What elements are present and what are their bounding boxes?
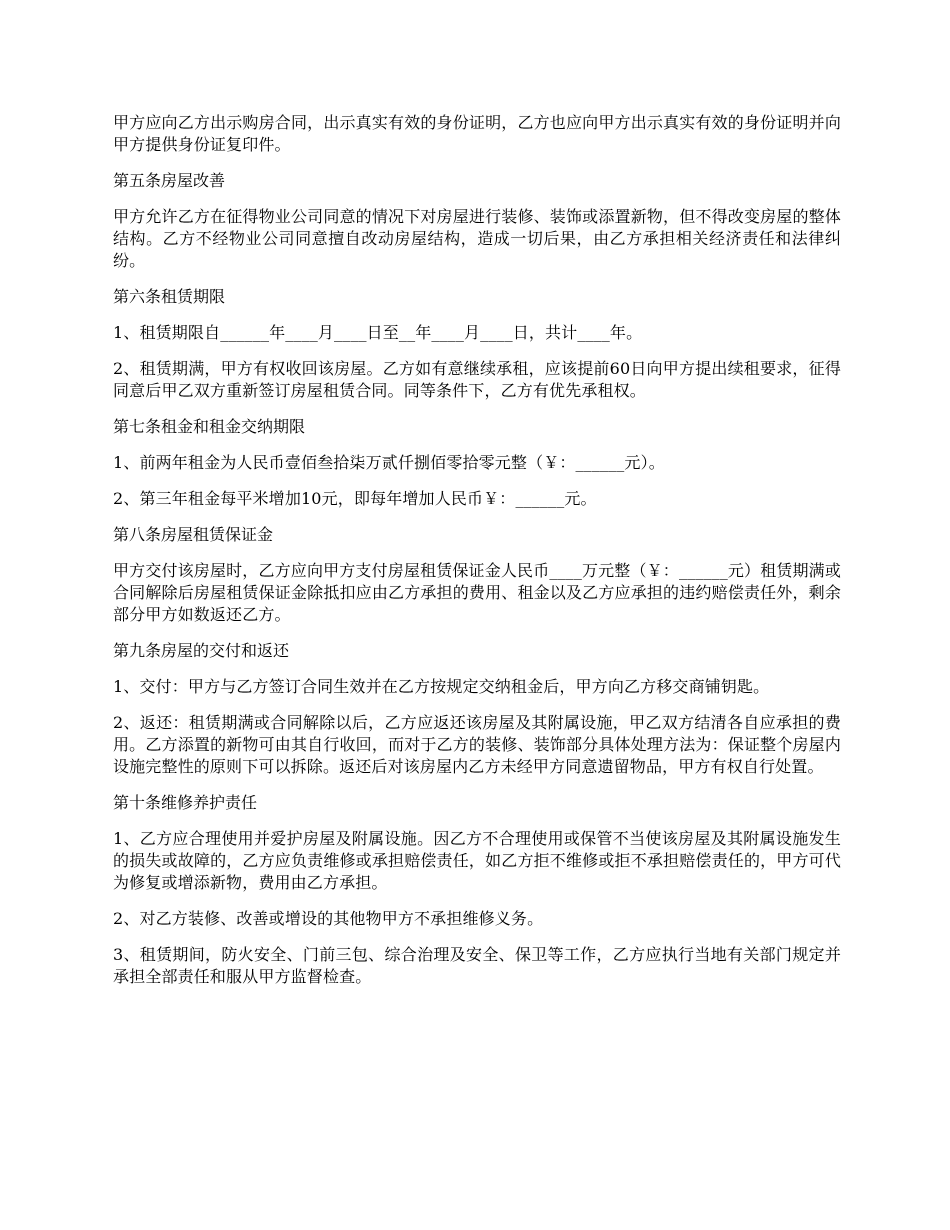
section-heading: 第五条房屋改善 (113, 171, 226, 190)
body-paragraph: 甲方应向乙方出示购房合同，出示真实有效的身份证明，乙方也应向甲方出示真实有效的身份证明并向甲方提供身份证复印件。 (113, 113, 841, 154)
section-heading: 第九条房屋的交付和返还 (113, 641, 290, 660)
document-page (113, 112, 841, 1002)
body-paragraph: 1、租赁期限自______年____月____日至__年____月____日，共计____年。 (113, 323, 643, 342)
body-paragraph: 2、第三年租金每平米增加10元，即每年增加人民币￥：______元。 (113, 489, 597, 508)
body-paragraph: 1、交付：甲方与乙方签订合同生效并在乙方按规定交纳租金后，甲方向乙方移交商铺钥匙。 (113, 677, 770, 696)
body-paragraph: 甲方交付该房屋时，乙方应向甲方支付房屋租赁保证金人民币____万元整（￥：______元）租赁期满或合同解除后房屋租赁保证金除抵扣应由乙方承担的费用、租金以及乙方应承担的违约赔偿责任外，剩余部分甲方如数返还乙方。 (113, 561, 841, 624)
body-paragraph: 1、前两年租金为人民币壹佰叁拾柒万贰仟捌佰零拾零元整（￥：______元）。 (113, 453, 665, 472)
section-heading: 第六条租赁期限 (113, 287, 226, 306)
body-paragraph: 2、对乙方装修、改善或增设的其他物甲方不承担维修义务。 (113, 909, 544, 928)
section-heading: 第十条维修养护责任 (113, 793, 258, 812)
body-paragraph: 3、租赁期间，防火安全、门前三包、综合治理及安全、保卫等工作，乙方应执行当地有关部门规定并承担全部责任和服从甲方监督检查。 (113, 945, 841, 986)
body-paragraph: 2、租赁期满，甲方有权收回该房屋。乙方如有意继续承租，应该提前60日向甲方提出续租要求，征得同意后甲乙双方重新签订房屋租赁合同。同等条件下，乙方有优先承租权。 (113, 359, 841, 400)
body-paragraph: 甲方允许乙方在征得物业公司同意的情况下对房屋进行装修、装饰或添置新物，但不得改变房屋的整体结构。乙方不经物业公司同意擅自改动房屋结构，造成一切后果，由乙方承担相关经济责任和法律纠纷。 (113, 207, 841, 270)
body-paragraph: 1、乙方应合理使用并爱护房屋及附属设施。因乙方不合理使用或保管不当使该房屋及其附属设施发生的损失或故障的，乙方应负责维修或承担赔偿责任，如乙方拒不维修或拒不承担赔偿责任的，甲方可代为修复或增添新物，费用由乙方承担。 (113, 829, 841, 892)
section-heading: 第八条房屋租赁保证金 (113, 525, 274, 544)
body-paragraph: 2、返还：租赁期满或合同解除以后，乙方应返还该房屋及其附属设施，甲乙双方结清各自应承担的费用。乙方添置的新物可由其自行收回，而对于乙方的装修、装饰部分具体处理方法为：保证整个房屋内设施完整性的原则下可以拆除。返还后对该房屋内乙方未经甲方同意遗留物品，甲方有权自行处置。 (113, 713, 841, 776)
section-heading: 第七条租金和租金交纳期限 (113, 417, 306, 436)
